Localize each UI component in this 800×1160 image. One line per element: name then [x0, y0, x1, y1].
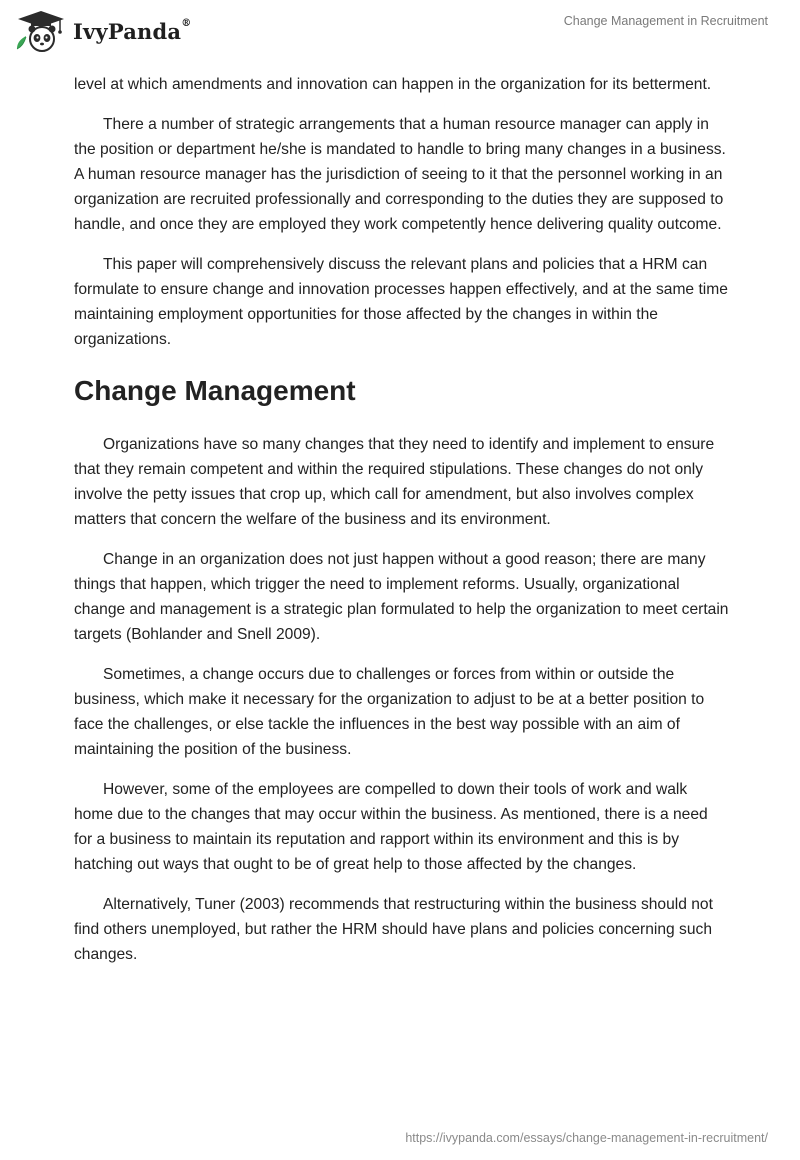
footer-url-link[interactable]: https://ivypanda.com/essays/change-management-in-recruitment/: [405, 1131, 768, 1145]
panda-logo-icon: [14, 9, 68, 53]
paragraph: There a number of strategic arrangements that a human resource manager can apply in the position or department he/she is mandated to handle to bring many changes in a business. A human resource manager has the jurisdiction of seeing to it that the personnel working in an organization are recruited professionally and corresponding to the duties they are supposed to handle, and once they are employed they work competently hence delivering quality outcome.: [74, 116, 726, 233]
essay-body: [74, 72, 730, 982]
logo[interactable]: [14, 9, 191, 53]
paragraph: Sometimes, a change occurs due to challenges or forces from within or outside the business, which make it necessary for the organization to adjust to be at a better position to face the challenges, or else tackle the influences in the best way possible with an aim of maintaining the position of the business.: [74, 666, 705, 758]
section-heading: Change Management: [74, 375, 356, 406]
paragraph: Organizations have so many changes that they need to identify and implement to ensure that they remain competent and within the required stipulations. These changes do not only involve the petty issues that crop up, which call for amendment, but also involves complex matters that concern the welfare of the business and its environment.: [74, 436, 715, 528]
logo-wordmark: [73, 19, 191, 44]
registered-mark: ®: [181, 17, 192, 29]
paragraph: However, some of the employees are compelled to down their tools of work and walk home due to the changes that may occur within the business. As mentioned, there is a need for a business to maintain its reputation and rapport within its environment and this is by hatching out ways that ought to be of great help to those affected by the changes.: [74, 781, 708, 873]
paragraph: This paper will comprehensively discuss the relevant plans and policies that a HRM can formulate to ensure change and innovation processes happen effectively, and at the same time maintaining employment opportunities for those affected by the changes in within the organizations.: [74, 256, 728, 348]
logo-text: IvyPanda: [73, 18, 182, 44]
paragraph: Change in an organization does not just happen without a good reason; there are many things that happen, which trigger the need to implement reforms. Usually, organizational change and management is a strategic plan formulated to help the organization to meet certain targets (Bohlander and Snell 2009).: [74, 551, 729, 643]
paragraph: Alternatively, Tuner (2003) recommends that restructuring within the business should not find others unemployed, but rather the HRM should have plans and policies concerning such changes.: [74, 896, 713, 963]
running-title: Change Management in Recruitment: [563, 14, 768, 28]
paragraph: level at which amendments and innovation can happen in the organization for its betterment.: [74, 76, 712, 93]
page-header: [0, 0, 800, 60]
